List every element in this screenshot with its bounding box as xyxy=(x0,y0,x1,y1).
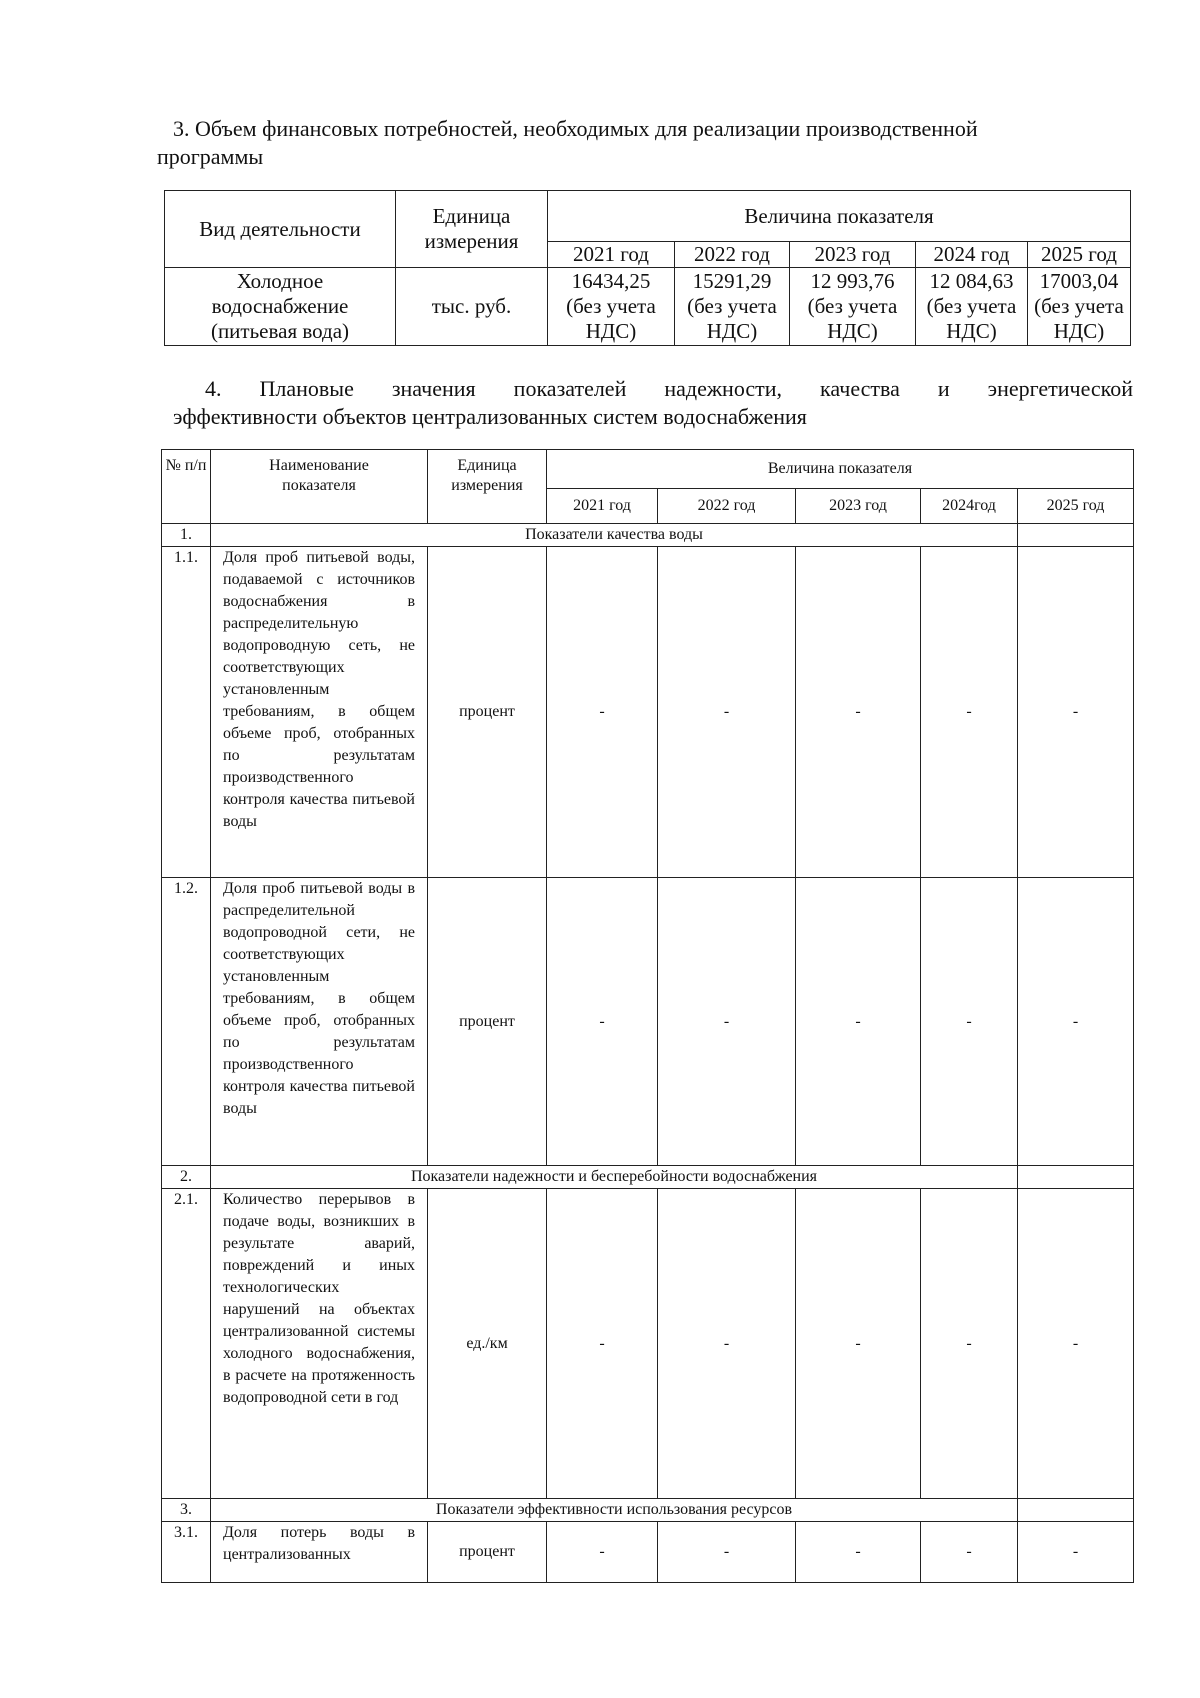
table-row xyxy=(162,547,1134,878)
group-empty-cell xyxy=(1018,524,1134,547)
vat-note: (без учета НДС) xyxy=(566,294,656,343)
row-value: - xyxy=(547,1522,658,1583)
section-4-heading-line2: эффективности объектов централизованных систем водоснабжения xyxy=(173,404,807,429)
header-year: 2024год xyxy=(921,489,1018,524)
row-num: 2.1. xyxy=(162,1189,211,1499)
row-value: - xyxy=(796,878,921,1166)
row-value: - xyxy=(1018,1189,1134,1499)
indicators-table xyxy=(161,449,1134,1583)
row-num: 1.1. xyxy=(162,547,211,878)
header-value: Величина показателя xyxy=(547,450,1134,489)
header-value: Величина показателя xyxy=(548,191,1131,242)
row-name: Доля проб питьевой воды, подаваемой с источников водоснабжения в распределительную водопроводную сеть, не соответствующих установленным требованиям, в общем объеме проб, отобранных по результатам производственного контроля качества питьевой воды xyxy=(211,547,428,878)
row-value: - xyxy=(658,547,796,878)
value-cell xyxy=(548,268,675,346)
row-unit: ед./км xyxy=(428,1189,547,1499)
value-amount: 17003,04 xyxy=(1039,269,1119,293)
unit-cell: тыс. руб. xyxy=(396,268,548,346)
row-value: - xyxy=(921,547,1018,878)
header-year: 2024 год xyxy=(916,242,1028,268)
row-value: - xyxy=(658,878,796,1166)
section-4-heading-line1: 4. Плановые значения показателей надежности, качества и энергетической xyxy=(205,376,1133,401)
value-cell xyxy=(1028,268,1131,346)
row-value: - xyxy=(796,1522,921,1583)
row-num: 3.1. xyxy=(162,1522,211,1583)
financial-needs-table xyxy=(164,190,1131,346)
group-num: 1. xyxy=(162,524,211,547)
vat-note: (без учета НДС) xyxy=(926,294,1017,343)
value-cell xyxy=(916,268,1028,346)
row-value: - xyxy=(1018,878,1134,1166)
section-3-heading-line1: 3. Объем финансовых потребностей, необходимых для реализации производственной xyxy=(173,116,978,141)
row-unit: процент xyxy=(428,1522,547,1583)
table-row xyxy=(162,1522,1134,1583)
row-value: - xyxy=(1018,547,1134,878)
group-title: Показатели надежности и бесперебойности водоснабжения xyxy=(211,1166,1018,1189)
header-unit: Единица измерения xyxy=(396,191,548,268)
header-year: 2023 год xyxy=(790,242,916,268)
header-year: 2022 год xyxy=(658,489,796,524)
row-num: 1.2. xyxy=(162,878,211,1166)
header-year: 2022 год xyxy=(675,242,790,268)
vat-note: (без учета НДС) xyxy=(1034,294,1124,343)
row-value: - xyxy=(921,878,1018,1166)
section-4-heading xyxy=(173,375,1133,431)
header-year: 2023 год xyxy=(796,489,921,524)
row-value: - xyxy=(796,547,921,878)
header-num: № п/п xyxy=(162,450,211,524)
header-year: 2025 год xyxy=(1018,489,1134,524)
group-title: Показатели эффективности использования ресурсов xyxy=(211,1499,1018,1522)
group-empty-cell xyxy=(1018,1166,1134,1189)
row-value: - xyxy=(658,1189,796,1499)
header-year: 2021 год xyxy=(548,242,675,268)
group-num: 3. xyxy=(162,1499,211,1522)
header-year: 2025 год xyxy=(1028,242,1131,268)
row-name: Доля потерь воды в централизованных xyxy=(211,1522,428,1583)
value-amount: 15291,29 xyxy=(692,269,772,293)
group-num: 2. xyxy=(162,1166,211,1189)
value-amount: 16434,25 xyxy=(571,269,651,293)
row-value: - xyxy=(658,1522,796,1583)
vat-note: (без учета НДС) xyxy=(807,294,898,343)
group-title: Показатели качества воды xyxy=(211,524,1018,547)
group-row xyxy=(162,1499,1134,1522)
value-cell xyxy=(675,268,790,346)
value-cell xyxy=(790,268,916,346)
row-unit: процент xyxy=(428,547,547,878)
value-amount: 12 084,63 xyxy=(929,269,1014,293)
table-row xyxy=(162,1189,1134,1499)
table-row xyxy=(165,268,1131,346)
header-activity: Вид деятельности xyxy=(165,191,396,268)
row-value: - xyxy=(1018,1522,1134,1583)
row-value: - xyxy=(796,1189,921,1499)
header-year: 2021 год xyxy=(547,489,658,524)
row-value: - xyxy=(547,1189,658,1499)
row-name: Доля проб питьевой воды в распределительной водопроводной сети, не соответствующих установленным требованиям, в общем объеме проб, отобранных по результатам производственного контроля качества питьевой воды xyxy=(211,878,428,1166)
group-empty-cell xyxy=(1018,1499,1134,1522)
row-value: - xyxy=(921,1189,1018,1499)
section-3-heading-line2: программы xyxy=(157,144,264,169)
value-amount: 12 993,76 xyxy=(810,269,895,293)
row-unit: процент xyxy=(428,878,547,1166)
header-name: Наименование показателя xyxy=(211,450,428,524)
group-row xyxy=(162,1166,1134,1189)
group-row xyxy=(162,524,1134,547)
row-value: - xyxy=(547,547,658,878)
table-row xyxy=(162,878,1134,1166)
section-3-heading xyxy=(157,115,1133,171)
row-name: Количество перерывов в подаче воды, возникших в результате аварий, повреждений и иных технологических нарушений на объектах централизованной системы холодного водоснабжения, в расчете на протяженность водопроводной сети в год xyxy=(211,1189,428,1499)
vat-note: (без учета НДС) xyxy=(687,294,777,343)
row-value: - xyxy=(547,878,658,1166)
row-value: - xyxy=(921,1522,1018,1583)
activity-cell: Холодное водоснабжение (питьевая вода) xyxy=(165,268,396,346)
header-unit: Единица измерения xyxy=(428,450,547,524)
